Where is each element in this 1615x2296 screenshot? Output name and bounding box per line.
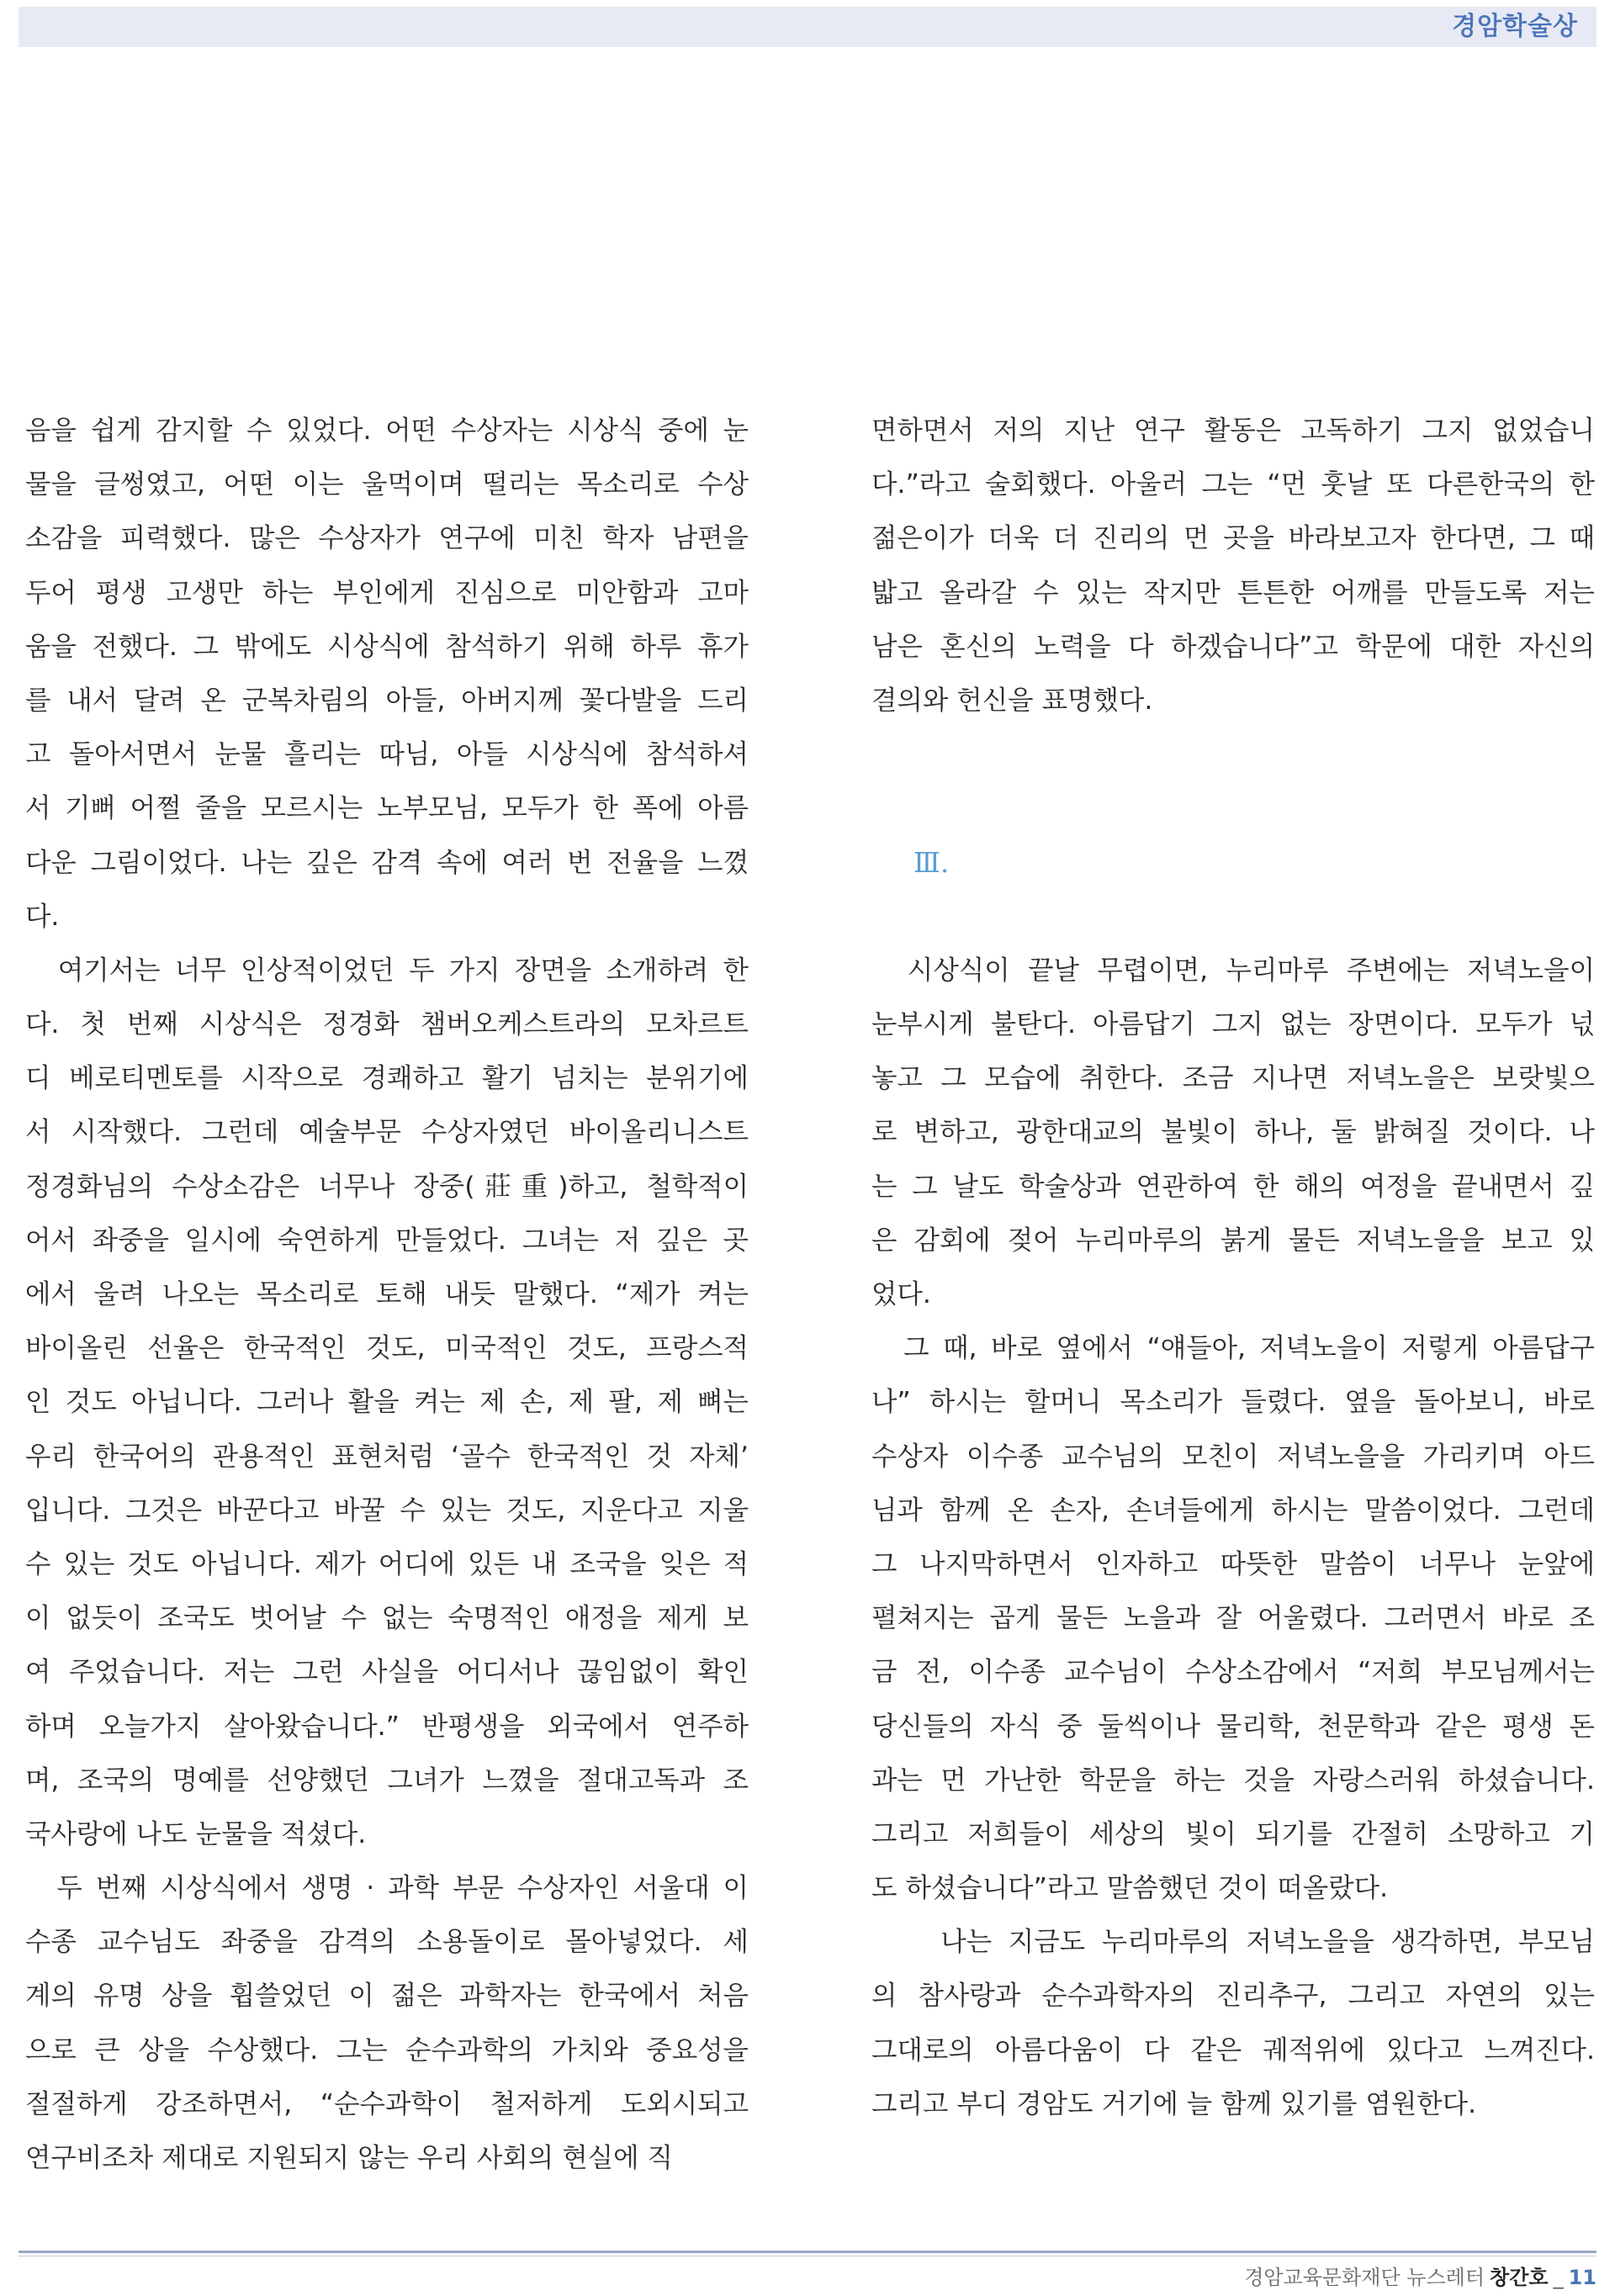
spacer [871, 890, 1595, 944]
text-line: 바이올린 선율은 한국적인 것도, 미국적인 것도, 프랑스적 [25, 1333, 749, 1364]
text-line: 눈부시게 불탄다. 아름답기 그지 없는 장면이다. 모두가 넋 [871, 1009, 1595, 1040]
text-line: 디 베로티멘토를 시작으로 경쾌하고 활기 넘치는 분위기에 [25, 1063, 749, 1094]
spacer [871, 781, 1595, 835]
text-line: 어서 좌중을 일시에 숙연하게 만들었다. 그녀는 저 깊은 곳 [25, 1225, 749, 1256]
text-line: 놓고 그 모습에 취한다. 조금 지나면 저녁노을은 보랏빛으 [871, 1063, 1595, 1094]
text-line: 절절하게 강조하면서, “순수과학이 철저하게 도외시되고 [25, 2088, 749, 2119]
text-line: 으로 큰 상을 수상했다. 그는 순수과학의 가치와 중요성을 [25, 2034, 749, 2066]
text-line: 의 참사랑과 순수과학자의 진리추구, 그리고 자연의 있는 [871, 1981, 1595, 2012]
text-line: 그 나지막하면서 인자하고 따뜻한 말씀이 너무나 눈앞에 [871, 1548, 1595, 1579]
right-paragraph-bottom [871, 944, 1595, 2131]
text-line: 수종 교수님도 좌중을 감격의 소용돌이로 몰아넣었다. 세 [25, 1927, 749, 1958]
text-line: 며, 조국의 명예를 선양했던 그녀가 느꼈을 절대고독과 조 [25, 1764, 749, 1796]
footer-separator: _ [1553, 2266, 1564, 2289]
text-line: 는 그 날도 학술상과 연관하여 한 해의 여정을 끝내면서 깊 [871, 1171, 1595, 1202]
footer-issue: 창간호 [1490, 2266, 1549, 2289]
text-line: 연구비조차 제대로 지원되지 않는 우리 사회의 현실에 직 [25, 2143, 673, 2173]
text-line: 나는 지금도 누리마루의 저녁노을을 생각하면, 부모님 [871, 1927, 1595, 1958]
text-line: 수 있는 것도 아닙니다. 제가 어디에 있든 내 조국을 잊은 적 [25, 1548, 749, 1579]
text-line: 그리고 저희들이 세상의 빛이 되기를 간절히 소망하고 기 [871, 1818, 1595, 1849]
text-line: 은 감회에 젖어 누리마루의 붉게 물든 저녁노을을 보고 있 [871, 1225, 1595, 1256]
footer [1244, 2262, 1596, 2293]
text-line: 었다. [871, 1279, 931, 1309]
text-line: 과는 먼 가난한 학문을 하는 것을 자랑스러워 하셨습니다. [871, 1764, 1595, 1796]
text-line: 에서 울려 나오는 목소리로 토해 내듯 말했다. “제가 켜는 [25, 1279, 749, 1309]
text-line: 남은 혼신의 노력을 다 하겠습니다”고 학문에 대한 자신의 [871, 631, 1595, 662]
right-column [871, 404, 1595, 2131]
text-line: 서 기뻐 어쩔 줄을 모르시는 노부모님, 모두가 한 폭에 아름 [25, 793, 749, 824]
text-line: 정경화님의 수상소감은 너무나 장중(莊重)하고, 철학적이 [25, 1171, 749, 1202]
text-line: 여기서는 너무 인상적이었던 두 가지 장면을 소개하려 한 [25, 955, 749, 986]
text-line: 그대로의 아름다움이 다 같은 궤적위에 있다고 느껴진다. [871, 2034, 1595, 2066]
text-line: 다. 첫 번째 시상식은 정경화 챔버오케스트라의 모차르트 [25, 1009, 749, 1040]
text-line: 여 주었습니다. 저는 그런 사실을 어디서나 끊임없이 확인 [25, 1657, 749, 1688]
left-column [25, 404, 749, 2185]
text-line: 하며 오늘가지 살아왔습니다.” 반평생을 외국에서 연주하 [25, 1711, 749, 1742]
page-number: 11 [1568, 2266, 1596, 2289]
text-line: 님과 함께 온 손자, 손녀들에게 하시는 말씀이었다. 그런데 [871, 1495, 1595, 1526]
text-line: 물을 글썽였고, 어떤 이는 울먹이며 떨리는 목소리로 수상 [25, 469, 749, 500]
text-line: 젊은이가 더욱 더 진리의 먼 곳을 바라보고자 한다면, 그 때 [871, 523, 1595, 554]
text-line: 두어 평생 고생만 하는 부인에게 진심으로 미안함과 고마 [25, 577, 749, 608]
text-line: 우리 한국어의 관용적인 표현처럼 ‘골수 한국적인 것 자체’ [25, 1441, 749, 1472]
text-line: 움을 전했다. 그 밖에도 시상식에 참석하기 위해 하루 휴가 [25, 631, 749, 662]
text-line: 음을 쉽게 감지할 수 있었다. 어떤 수상자는 시상식 중에 눈 [25, 415, 749, 446]
text-line: 다운 그림이었다. 나는 깊은 감격 속에 여러 번 전율을 느꼈 [25, 847, 749, 878]
footer-rule [19, 2251, 1596, 2253]
text-line: 입니다. 그것은 바꾼다고 바꿀 수 있는 것도, 지운다고 지울 [25, 1495, 749, 1526]
text-line: 를 내서 달려 온 군복차림의 아들, 아버지께 꽃다발을 드리 [25, 685, 749, 716]
text-line: 당신들의 자식 중 둘씩이나 물리학, 천문학과 같은 평생 돈 [871, 1711, 1595, 1742]
text-line: 시상식이 끝날 무렵이면, 누리마루 주변에는 저녁노을이 [871, 955, 1595, 986]
text-line: 인 것도 아닙니다. 그러나 활을 켜는 제 손, 제 팔, 제 뼈는 [25, 1387, 749, 1418]
text-line: 로 변하고, 광한대교의 불빛이 하나, 둘 밝혀질 것이다. 나 [871, 1117, 1595, 1148]
spacer [871, 727, 1595, 781]
text-line: 이 없듯이 조국도 벗어날 수 없는 숙명적인 애정을 제게 보 [25, 1603, 749, 1634]
text-line: 수상자 이수종 교수님의 모친이 저녁노을을 가리키며 아드 [871, 1441, 1595, 1472]
text-line: 그 때, 바로 옆에서 “얘들아, 저녁노을이 저렇게 아름답구 [871, 1333, 1595, 1364]
text-line: 면하면서 저의 지난 연구 활동은 고독하기 그지 없었습니 [871, 415, 1595, 446]
text-line: 그리고 부디 경암도 거기에 늘 함께 있기를 염원한다. [871, 2088, 1477, 2119]
text-line: 펼쳐지는 곱게 물든 노을과 잘 어울렸다. 그러면서 바로 조 [871, 1603, 1595, 1634]
footer-org: 경암교육문화재단 뉴스레터 [1244, 2266, 1485, 2289]
text-line: 국사랑에 나도 눈물을 적셨다. [25, 1818, 367, 1849]
section-title: 경암학술상 [1452, 12, 1578, 41]
text-line: 고 돌아서면서 눈물 흘리는 따님, 아들 시상식에 참석하셔 [25, 739, 749, 770]
text-line: 계의 유명 상을 휩쓸었던 이 젊은 과학자는 한국에서 처음 [25, 1981, 749, 2012]
header-bar [19, 7, 1596, 47]
section-heading: Ⅲ. [913, 845, 950, 879]
text-line: 도 하셨습니다”라고 말씀했던 것이 떠올랐다. [871, 1873, 1389, 1904]
text-line: 다. [25, 901, 60, 932]
text-line: 두 번째 시상식에서 생명 · 과학 부문 수상자인 서울대 이 [25, 1873, 749, 1904]
text-line: 서 시작했다. 그런데 예술부문 수상자였던 바이올리니스트 [25, 1117, 749, 1148]
text-line: 밟고 올라갈 수 있는 작지만 튼튼한 어깨를 만들도록 저는 [871, 577, 1595, 608]
text-line: 소감을 피력했다. 많은 수상자가 연구에 미친 학자 남편을 [25, 523, 749, 554]
right-paragraph-top [871, 404, 1595, 727]
text-line: 나” 하시는 할머니 목소리가 들렸다. 옆을 돌아보니, 바로 [871, 1387, 1595, 1418]
text-line: 금 전, 이수종 교수님이 수상소감에서 “저희 부모님께서는 [871, 1657, 1595, 1688]
text-line: 결의와 헌신을 표명했다. [871, 685, 1153, 716]
text-line: 다.”라고 술회했다. 아울러 그는 “먼 훗날 또 다른한국의 한 [871, 469, 1595, 500]
